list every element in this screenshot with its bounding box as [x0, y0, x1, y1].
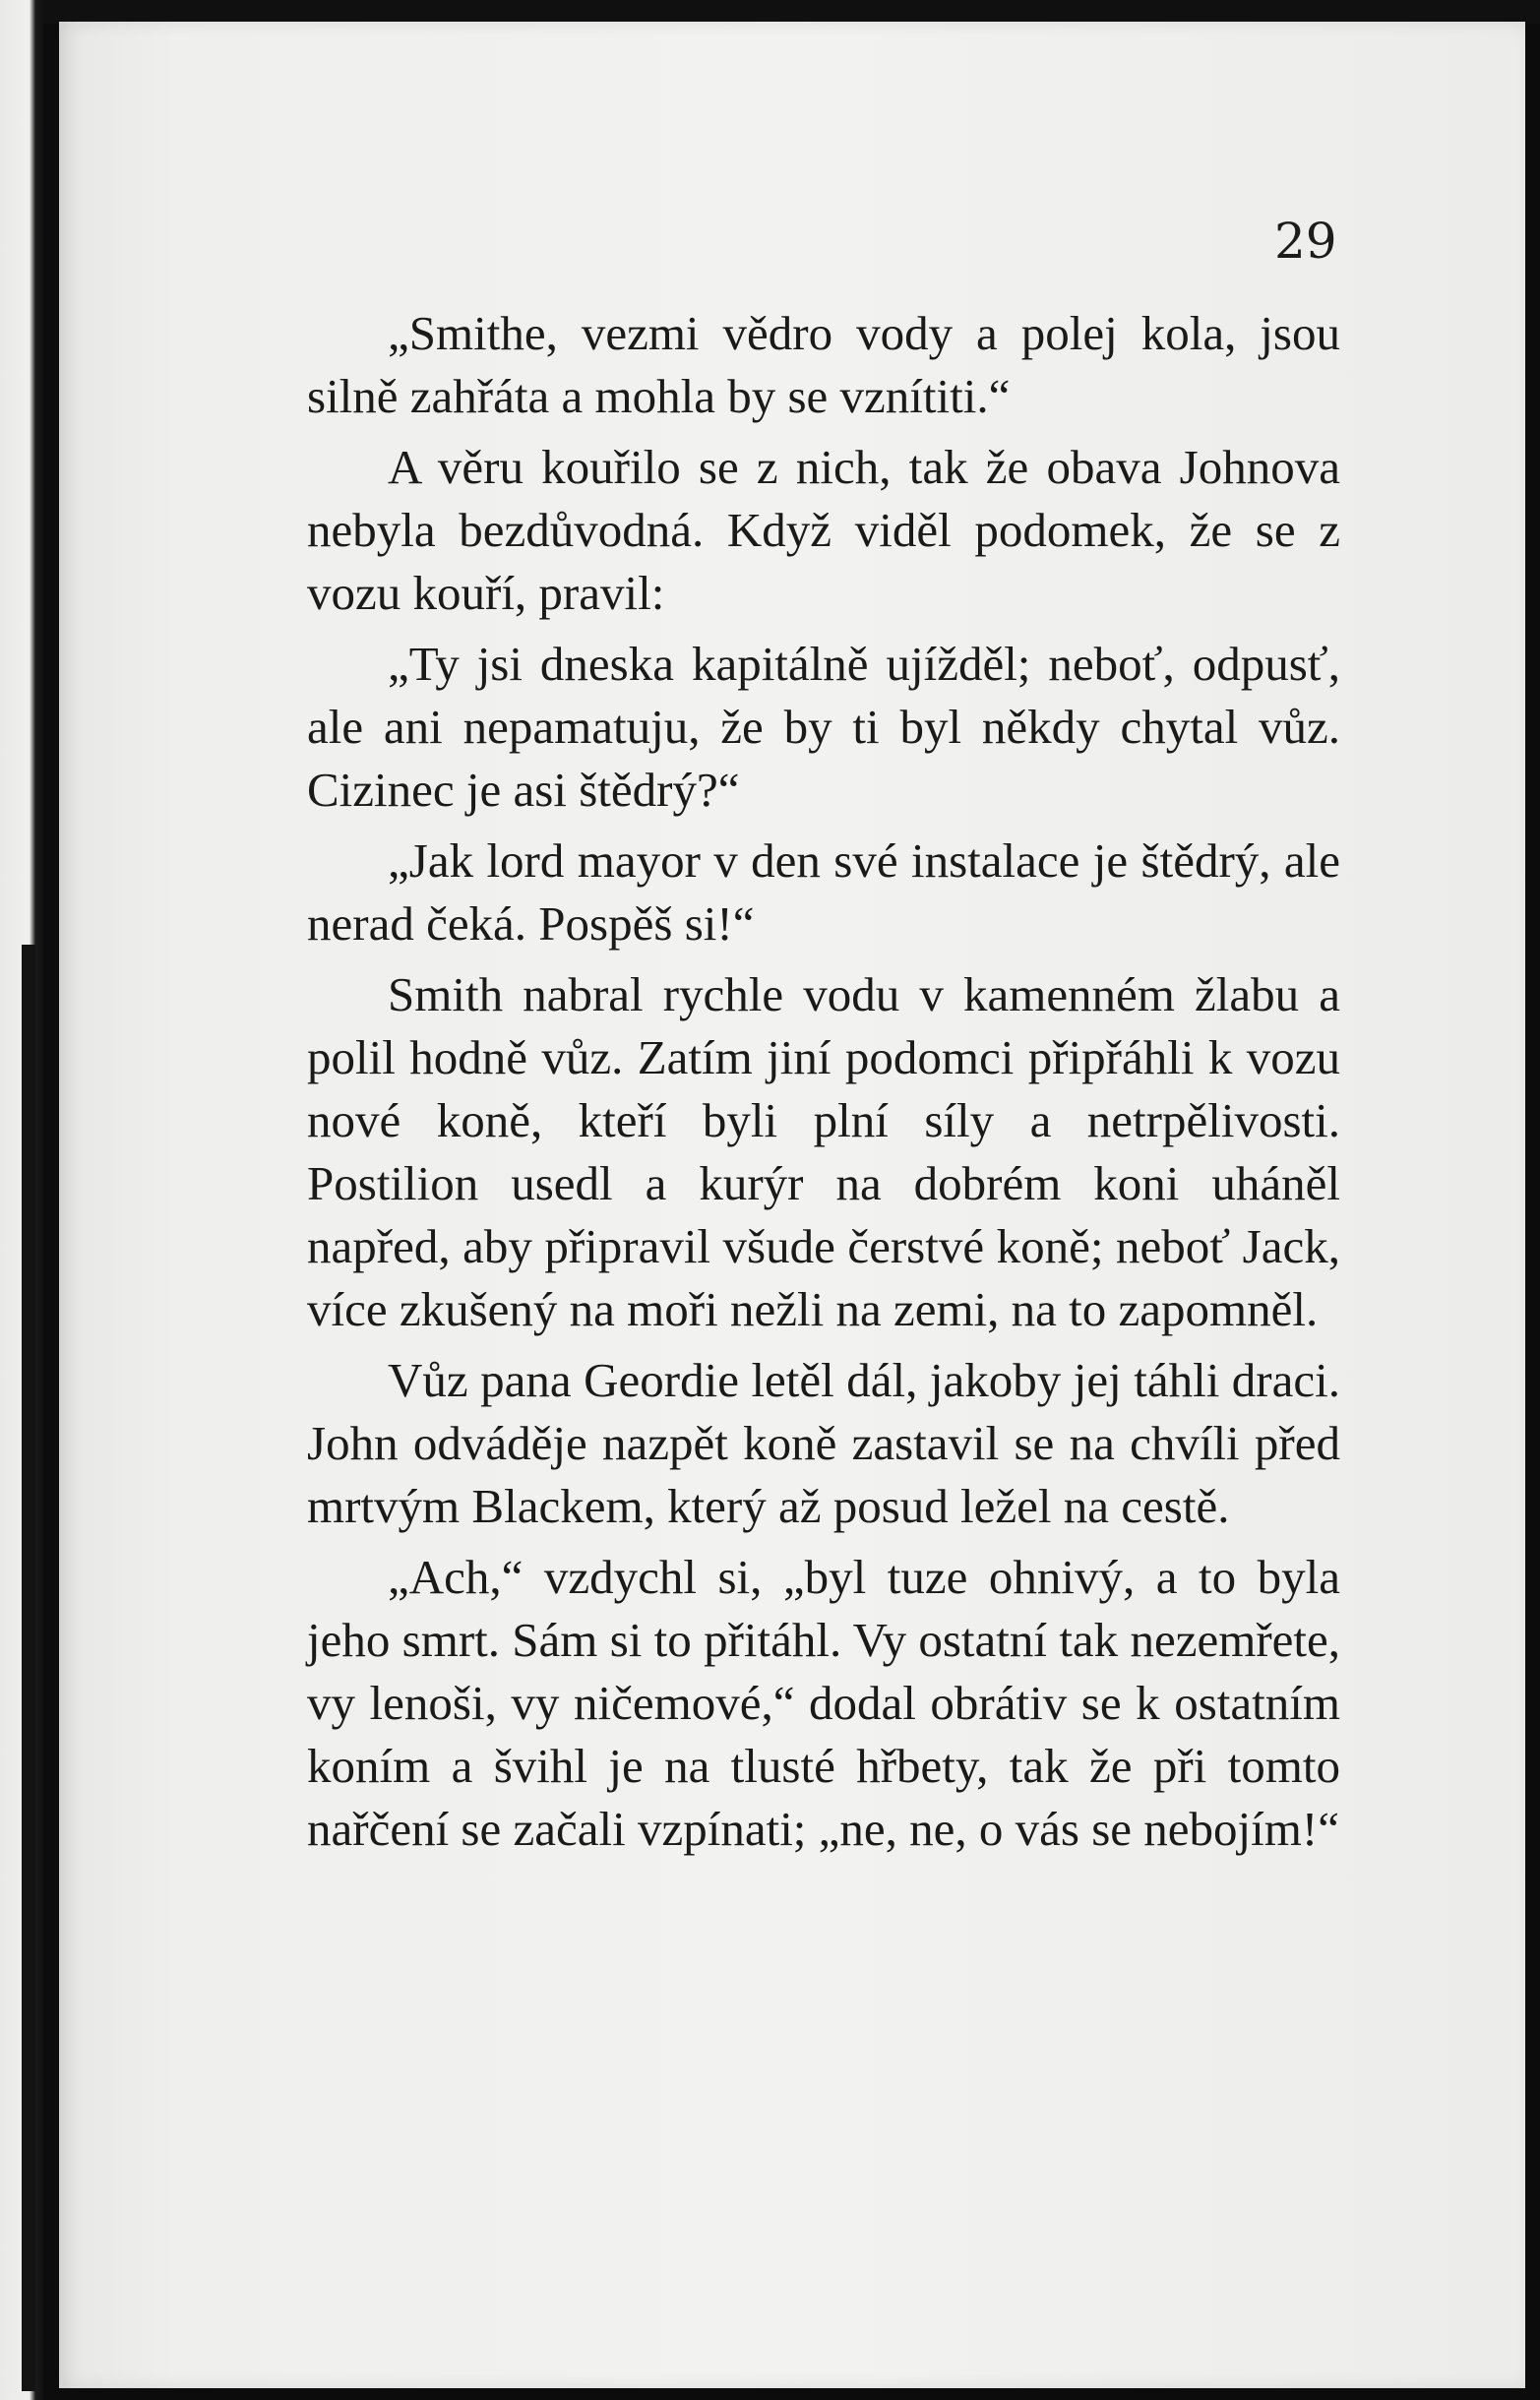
- paragraph-1: „Smithe, vezmi vědro vody a polej kola, jsou silně zahřáta a mohla by se vznítiti.“: [307, 306, 1340, 423]
- paragraph-5: Smith nabral rychle vodu v kamenném žlabu a polil hodně vůz. Zatím jiní podomci připřáhli k vozu nové koně, kteří byli plní síly a netrpělivosti. Postilion usedl a kurýr na dobrém koni uháněl napřed, aby připravil všude čerstvé koně; neboť Jack, více zkušený na moři nežli na zemi, na to zapomněl.: [307, 967, 1340, 1336]
- paragraph-6: Vůz pana Geordie letěl dál, jakoby jej táhli draci. John odváděje nazpět koně zastavil se na chvíli před mrtvým Blackem, který až posud ležel na cestě.: [307, 1353, 1340, 1533]
- scan-top-edge: [0, 0, 1540, 24]
- paragraph-3: „Ty jsi dneska kapitálně ujížděl; neboť, odpusť, ale ani nepamatuju, že by ti byl někdy chytal vůz. Cizinec je asi štědrý?“: [307, 637, 1340, 817]
- paragraph-4: „Jak lord mayor v den své instalace je štědrý, ale nerad čeká. Pospěš si!“: [307, 833, 1340, 951]
- page-number: 29: [1274, 213, 1337, 270]
- paragraph-7: „Ach,“ vzdychl si, „byl tuze ohnivý, a to byla jeho smrt. Sám si to přitáhl. Vy ostatní tak nezemřete, vy lenoši, vy ničemové,“ dodal obrátiv se k ostatním koním a švihl je na tlusté hřbety, tak že při tomto nařčení se začali vzpínati; „ne, ne, o vás se nebojím!“: [307, 1550, 1340, 1856]
- paragraph-2: A věru kouřilo se z nich, tak že obava Johnova nebyla bezdůvodná. Když viděl podomek, že se z vozu kouří, pravil:: [307, 440, 1340, 620]
- book-page: [59, 22, 1525, 2388]
- page-text: [307, 302, 1340, 1869]
- book-binding-edge: [22, 945, 35, 2391]
